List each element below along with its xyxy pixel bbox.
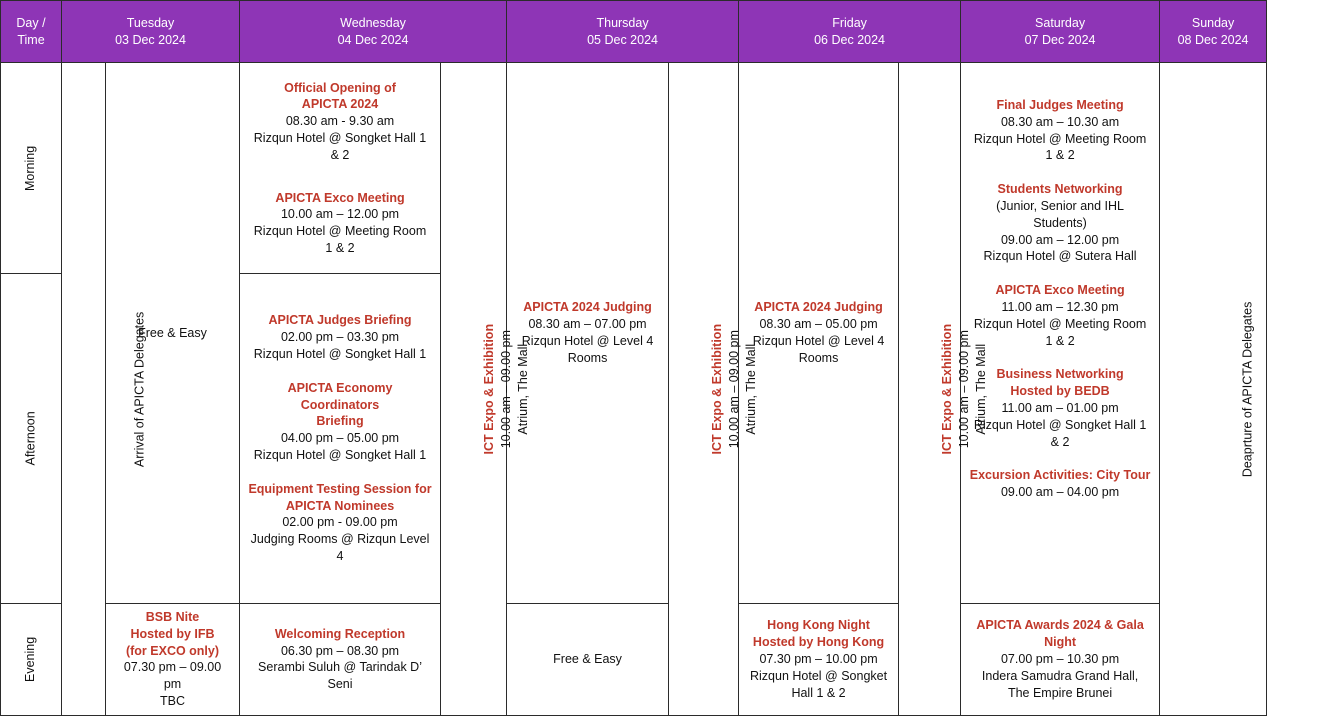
day-header-saturday (961, 1, 1160, 63)
event-block (969, 282, 1151, 349)
event-title: APICTA Awards 2024 & Gala (976, 618, 1144, 633)
event-time: 08.30 am - 9.30 am (285, 114, 395, 129)
period-morning (1, 63, 62, 274)
day-name: Tuesday (126, 15, 175, 30)
event-title: APICTA 2024 Judging (754, 300, 883, 315)
expo-block (481, 324, 531, 455)
event-block (106, 609, 239, 710)
wednesday-morning-cell (240, 63, 441, 274)
expo-title: ICT Expo & Exhibition (710, 323, 725, 455)
event-title: Welcoming Reception (274, 626, 406, 641)
departure-cell (1160, 63, 1267, 716)
event-title: APICTA Judges Briefing (268, 313, 412, 328)
event-venue: & 2 (330, 147, 350, 162)
tuesday-free-easy-cell (106, 63, 240, 604)
event-time: 11.00 am – 01.00 pm (1001, 400, 1119, 415)
friday-judging-cell (739, 63, 899, 604)
departure-label: Deaprture of APICTA Delegates (1240, 301, 1255, 477)
event-time: 09.00 am – 12.00 pm (1000, 232, 1120, 247)
period-label: Afternoon (23, 411, 38, 466)
day-header-wednesday (240, 1, 507, 63)
expo-block (709, 324, 759, 455)
day-date: 03 Dec 2024 (115, 32, 186, 47)
day-name: Wednesday (340, 15, 406, 30)
event-block (240, 626, 440, 693)
event-time: 07.30 pm – 10.00 pm (759, 652, 878, 666)
event-title: Business Networking (996, 367, 1124, 382)
thursday-expo-cell (669, 63, 758, 716)
event-time: 08.30 am – 05.00 pm (759, 317, 878, 332)
event-title: Hong Kong Night (767, 618, 870, 633)
event-title: Official Opening of (284, 80, 396, 95)
event-venue: Rizqun Hotel @ Songket Hall 1 (253, 346, 427, 361)
day-name: Sunday (1191, 15, 1235, 30)
event-title: Final Judges Meeting (996, 98, 1124, 112)
period-label: Morning (23, 145, 38, 191)
event-time: 11.00 am – 12.30 pm (1001, 299, 1119, 314)
event-venue: Hall 1 & 2 (791, 685, 846, 700)
event-time: 10.00 am – 12.00 pm (280, 207, 400, 222)
wednesday-evening-cell (240, 603, 441, 715)
morning-row (1, 63, 1267, 274)
event-block (961, 617, 1159, 701)
day-date: 05 Dec 2024 (587, 32, 658, 47)
saturday-evening-cell (961, 603, 1160, 715)
expo-title: ICT Expo & Exhibition (482, 323, 497, 455)
event-block (739, 299, 898, 366)
event-block (248, 190, 432, 257)
event-block (248, 380, 432, 464)
day-header-friday (739, 1, 961, 63)
event-time: 06.30 pm – 08.30 pm (280, 643, 400, 658)
event-block (248, 312, 432, 362)
event-venue: 1 & 2 (1045, 333, 1075, 348)
event-venue: Indera Samudra Grand Hall, (981, 668, 1139, 683)
event-block (248, 80, 432, 164)
expo-title: ICT Expo & Exhibition (940, 323, 955, 455)
event-venue: Judging Rooms @ Rizqun Level (250, 532, 430, 547)
event-venue: Rizqun Hotel @ Songket (750, 668, 888, 683)
event-venue: Rizqun Hotel @ Sutera Hall (983, 249, 1137, 264)
event-title: BSB Nite (145, 610, 200, 625)
day-name: Thursday (596, 15, 649, 30)
event-venue: Rizqun Hotel @ Songket Hall 1 (253, 130, 427, 145)
event-venue: Rizqun Hotel @ Level 4 (752, 333, 885, 348)
event-venue: TBC (160, 694, 185, 708)
event-title: Briefing (316, 414, 364, 429)
arrival-cell (62, 63, 147, 716)
event-title: Excursion Activities: City Tour (969, 468, 1151, 483)
event-block (969, 97, 1151, 164)
wednesday-afternoon-cell (240, 274, 441, 604)
event-time: 02.00 pm – 03.30 pm (280, 330, 400, 345)
event-title: Hosted by BEDB (1010, 384, 1110, 399)
expo-venue: Atrium, The Mall (743, 343, 758, 435)
event-time: 02.00 pm - 09.00 pm (282, 515, 398, 530)
event-title: (for EXCO only) (125, 643, 220, 658)
event-venue: 4 (336, 548, 344, 563)
corner-line2: Time (17, 32, 45, 47)
event-title: APICTA Nominees (285, 498, 395, 513)
friday-evening-cell (739, 603, 899, 715)
event-title: Students Networking (997, 182, 1123, 197)
event-title: APICTA 2024 Judging (523, 300, 652, 315)
event-venue: 1 & 2 (325, 240, 355, 255)
event-venue: The Empire Brunei (1007, 685, 1113, 700)
friday-expo-cell (899, 63, 988, 716)
day-header-sunday (1160, 1, 1267, 63)
free-easy-label: Free & Easy (553, 652, 622, 666)
event-venue: Rizqun Hotel @ Songket Hall 1 (973, 417, 1147, 432)
event-time: pm (163, 677, 182, 692)
expo-venue: Atrium, The Mall (973, 343, 988, 435)
saturday-day-cell (961, 63, 1160, 604)
day-date: 04 Dec 2024 (337, 32, 409, 47)
event-title: APICTA Exco Meeting (995, 283, 1125, 298)
event-venue: Serambi Suluh @ Tarindak D’ (258, 660, 422, 675)
day-header-tuesday (62, 1, 240, 63)
event-venue: 1 & 2 (1045, 148, 1075, 163)
event-time: 08.30 am – 07.00 pm (528, 317, 647, 332)
event-block (248, 481, 432, 565)
thursday-evening-cell (507, 603, 669, 715)
event-title: Hosted by IFB (130, 626, 215, 641)
event-time: 08.30 am – 10.30 am (1000, 114, 1120, 129)
period-evening (1, 603, 62, 715)
event-block (969, 181, 1151, 265)
day-name: Saturday (1035, 15, 1086, 30)
event-time: 07.30 pm – 09.00 (123, 660, 222, 675)
day-date: 07 Dec 2024 (1024, 32, 1096, 47)
event-venue: Rizqun Hotel @ Meeting Room (973, 131, 1147, 146)
event-block (969, 366, 1151, 450)
day-time-header (1, 1, 62, 63)
event-note: Students) (1033, 215, 1087, 230)
expo-venue: Atrium, The Mall (515, 343, 530, 435)
event-venue: Rooms (798, 350, 839, 365)
expo-time: 10.00 am – 09.00 pm (498, 329, 513, 449)
arrival-label: Arrival of APICTA Delegates (132, 311, 147, 467)
header-row (1, 1, 1267, 63)
event-venue: & 2 (1050, 434, 1070, 449)
evening-row (1, 603, 1267, 715)
event-venue: Rizqun Hotel @ Meeting Room (253, 224, 427, 239)
free-easy-label: Free & Easy (138, 325, 207, 340)
event-block (969, 467, 1151, 501)
event-venue: Rooms (567, 350, 608, 365)
expo-time: 10.00 am – 09.00 pm (726, 329, 741, 449)
event-block (739, 617, 898, 701)
expo-block (939, 324, 989, 455)
tuesday-evening-cell (106, 603, 240, 715)
period-afternoon (1, 274, 62, 604)
event-title: APICTA Economy Coordinators (287, 380, 393, 412)
day-date: 08 Dec 2024 (1177, 32, 1249, 47)
event-time: 07.00 pm – 10.30 pm (1000, 652, 1120, 666)
event-title: APICTA Exco Meeting (275, 190, 405, 205)
event-venue: Seni (327, 677, 353, 692)
event-note: (Junior, Senior and IHL (996, 198, 1124, 213)
wednesday-expo-cell (441, 63, 530, 716)
event-time: 04.00 pm – 05.00 pm (280, 431, 400, 446)
event-title: Equipment Testing Session for (248, 481, 432, 496)
expo-time: 10.00 am – 09.00 pm (956, 329, 971, 449)
day-name: Friday (832, 15, 867, 30)
event-title: Night (1044, 635, 1077, 650)
event-time: 09.00 am – 04.00 pm (1000, 485, 1120, 500)
period-label: Evening (23, 636, 38, 682)
day-header-thursday (507, 1, 739, 63)
event-title: APICTA 2024 (301, 97, 379, 112)
event-venue: Rizqun Hotel @ Level 4 (521, 333, 654, 348)
corner-line1: Day / (16, 15, 46, 30)
event-venue: Rizqun Hotel @ Meeting Room (973, 316, 1147, 331)
event-title: Hosted by Hong Kong (752, 635, 885, 650)
event-venue: Rizqun Hotel @ Songket Hall 1 (253, 447, 427, 462)
day-date: 06 Dec 2024 (814, 32, 885, 47)
